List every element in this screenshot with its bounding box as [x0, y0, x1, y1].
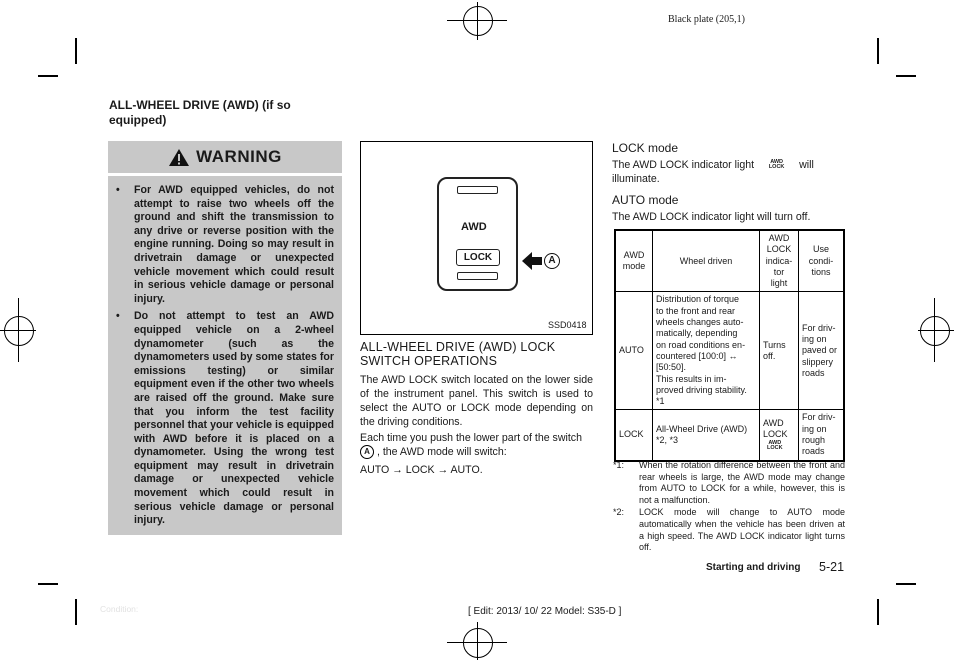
switch-lock-button: LOCK [456, 249, 500, 266]
indicator-line: AWD [768, 439, 782, 446]
footer-section: Starting and driving [706, 562, 801, 573]
footnote [613, 507, 845, 553]
lock-mode-heading: LOCK mode [612, 141, 679, 155]
auto-mode-text: The AWD LOCK indicator light will turn off. [612, 211, 811, 223]
mode-sequence: AUTO → LOCK → AUTO. [360, 464, 483, 476]
indicator-line: AWD [770, 158, 784, 165]
operations-paragraph: The AWD LOCK switch located on the lower side of the instrument panel. This switch is used to select the AUTO or LOCK mode depending on the driving conditions. [360, 374, 593, 428]
warning-triangle-icon [168, 148, 190, 167]
edit-info: [ Edit: 2013/ 10/ 22 Model: S35-D ] [468, 606, 622, 617]
crop-mark [877, 599, 879, 625]
callout-letter-inline: A [360, 445, 374, 459]
arrow-left-icon [521, 250, 543, 272]
table-row [615, 410, 844, 461]
table-row [615, 292, 844, 410]
registration-mark [477, 2, 478, 40]
operations-paragraph [360, 431, 593, 459]
section-title: ALL-WHEEL DRIVE (AWD) (if so equipped) [109, 98, 291, 127]
table-cell: For driv- ing on rough roads [799, 410, 845, 461]
registration-mark [18, 298, 19, 362]
para-text: Each time you push the lower part of the switch [360, 432, 582, 444]
plate-label: Black plate (205,1) [668, 14, 745, 25]
footnotes [613, 460, 845, 555]
callout-letter [544, 253, 560, 269]
crop-mark [75, 599, 77, 625]
table-header-cell: Wheel driven [653, 230, 760, 292]
registration-mark [4, 316, 34, 346]
table-header-cell: AWD LOCK indica- tor light [760, 230, 799, 292]
warning-item-text: Do not attempt to test an AWD equipped vehicle on a 2-wheel dynamometer (such as the dynamometers used by some states for emissions testing) or similar equipment even if the other two wheels are raised off the ground. Make sure that you inform the test facility personnel that your vehicle is equipped with AWD before it is placed on a dynamometer. Using the wrong test equipment may result in drivetrain damage or unexpected vehicle movement which could result in serious vehicle damage or personal injury. [134, 310, 334, 527]
awd-lock-indicator-icon [767, 441, 783, 452]
warning-divider [108, 173, 342, 176]
footnote-text: LOCK mode will change to AUTO mode automatically when the vehicle has been driven at a high speed. The AWD LOCK indicator light turns off. [639, 507, 845, 553]
operations-heading: ALL-WHEEL DRIVE (AWD) LOCK SWITCH OPERATIONS [360, 340, 556, 368]
switch-slot [457, 272, 498, 280]
table-cell: All-Wheel Drive (AWD) *2, *3 [653, 410, 760, 461]
indicator-line: LOCK [768, 164, 785, 171]
footnote-key: *2: [613, 507, 625, 518]
table-cell: Distribution of torque to the front and rear wheels changes auto- matically, depending on road conditions en- countered [100:0] ↔ [50:50]. This results in im- proved driving stability. *1 [653, 292, 760, 410]
warning-title: WARNING [196, 147, 282, 166]
warning-item [116, 310, 334, 528]
footnote [613, 460, 845, 506]
figure-code: SSD0418 [548, 320, 587, 330]
table-cell [760, 410, 799, 461]
auto-mode-heading: AUTO mode [612, 193, 679, 207]
awd-lock-indicator-icon [769, 160, 785, 171]
condition-label: Condition: [100, 604, 139, 614]
registration-mark [934, 298, 935, 362]
table-header-row [615, 230, 844, 292]
light-text: AWD LOCK [763, 418, 788, 440]
crop-mark [896, 583, 916, 585]
switch-slot [457, 186, 498, 194]
awd-mode-table [614, 229, 845, 462]
callout-letter-text: A [548, 255, 556, 266]
para-text: will illuminate. [612, 159, 814, 185]
crop-mark [896, 75, 916, 77]
page-number: 5-21 [819, 560, 845, 574]
warning-item-text: For AWD equipped vehicles, do not attempt to raise two wheels off the ground and shift the transmission to any drive or reverse position with the engine running. Doing so may result in drivetrain damage or unexpected vehicle movement which could result in serious vehicle damage or personal injury. [134, 184, 334, 305]
registration-mark [477, 622, 478, 660]
indicator-line: LOCK [767, 445, 783, 452]
table-header-cell: AWD mode [615, 230, 653, 292]
footnote-text: When the rotation difference between the front and rear wheels is large, the AWD mode may change from AUTO to LOCK for a while, however, this is not a malfunction. [639, 460, 845, 505]
warning-header [108, 141, 342, 173]
para-text: The AWD LOCK indicator light [612, 159, 755, 171]
bullet-icon: • [116, 184, 120, 196]
table-header-cell: Use condi- tions [799, 230, 845, 292]
table-cell: For driv- ing on paved or slippery roads [799, 292, 845, 410]
lock-mode-text [612, 158, 845, 186]
crop-mark [38, 75, 58, 77]
warning-item [116, 184, 334, 306]
crop-mark [75, 38, 77, 64]
para-text: , the AWD mode will switch: [376, 446, 507, 458]
footnote-key: *1: [613, 460, 625, 470]
registration-mark [918, 330, 954, 331]
registration-mark [463, 6, 493, 36]
bullet-icon: • [116, 310, 120, 323]
registration-mark [920, 316, 950, 346]
table-cell: LOCK [615, 410, 653, 461]
table-cell: AUTO [615, 292, 653, 410]
crop-mark [38, 583, 58, 585]
switch-awd-label: AWD [461, 221, 487, 233]
table-cell: Turns off. [760, 292, 799, 410]
callout-arrow [521, 250, 543, 277]
registration-mark [463, 628, 493, 658]
warning-list [116, 184, 334, 532]
crop-mark [877, 38, 879, 64]
